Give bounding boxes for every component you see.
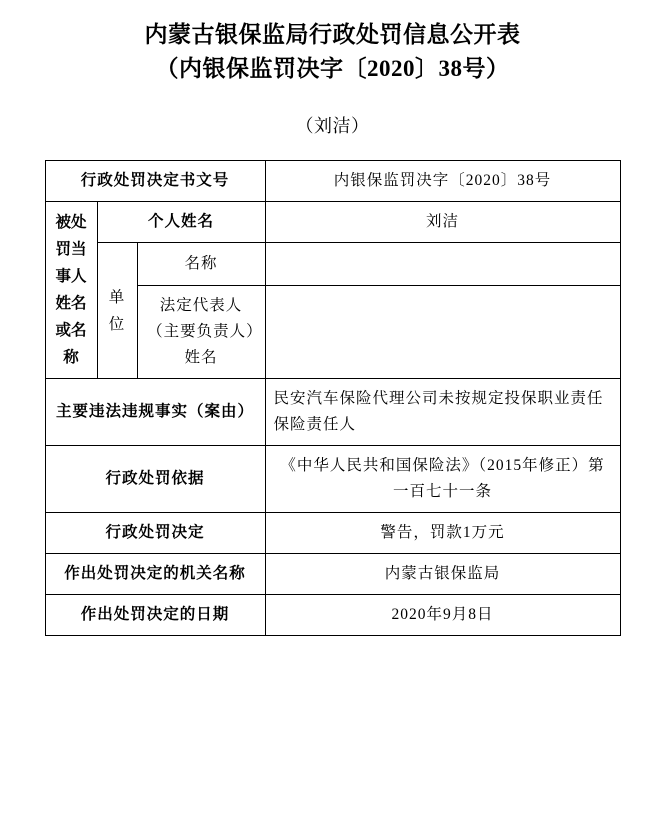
row-label-party-group: 被处罚当事人姓名或名称 bbox=[45, 202, 97, 379]
row-value-decision: 警告，罚款1万元 bbox=[265, 513, 620, 554]
table-row bbox=[45, 202, 620, 243]
table-row bbox=[45, 379, 620, 446]
table-row bbox=[45, 595, 620, 636]
row-label-unit-name: 名称 bbox=[137, 243, 265, 286]
row-label-facts: 主要违法违规事实（案由） bbox=[45, 379, 265, 446]
row-label-authority: 作出处罚决定的机关名称 bbox=[45, 554, 265, 595]
table-row bbox=[45, 554, 620, 595]
table-row bbox=[45, 513, 620, 554]
table-row bbox=[45, 243, 620, 286]
row-label-person-name: 个人姓名 bbox=[97, 202, 265, 243]
row-label-decision: 行政处罚决定 bbox=[45, 513, 265, 554]
row-label-date: 作出处罚决定的日期 bbox=[45, 595, 265, 636]
row-label-legal-rep: 法定代表人（主要负责人）姓名 bbox=[137, 286, 265, 379]
page-title-line1: 内蒙古银保监局行政处罚信息公开表 bbox=[144, 22, 521, 47]
row-value-facts: 民安汽车保险代理公司未按规定投保职业责任保险责任人 bbox=[265, 379, 620, 446]
page-title-line2: （内银保监罚决字〔2020〕38号） bbox=[155, 56, 510, 81]
row-value-decision-number: 内银保监罚决字〔2020〕38号 bbox=[265, 161, 620, 202]
row-value-basis: 《中华人民共和国保险法》（2015年修正）第一百七十一条 bbox=[265, 446, 620, 513]
page-title bbox=[0, 18, 665, 86]
row-value-person-name: 刘洁 bbox=[265, 202, 620, 243]
table-row bbox=[45, 446, 620, 513]
row-value-unit-name bbox=[265, 243, 620, 286]
row-value-authority: 内蒙古银保监局 bbox=[265, 554, 620, 595]
row-label-basis: 行政处罚依据 bbox=[45, 446, 265, 513]
row-value-date: 2020年9月8日 bbox=[265, 595, 620, 636]
row-label-unit: 单位 bbox=[97, 243, 137, 379]
row-label-decision-number: 行政处罚决定书文号 bbox=[45, 161, 265, 202]
table-row bbox=[45, 161, 620, 202]
document-page bbox=[0, 18, 665, 829]
penalty-info-table bbox=[45, 160, 621, 636]
document-subject: （刘洁） bbox=[295, 116, 370, 136]
row-value-legal-rep bbox=[265, 286, 620, 379]
